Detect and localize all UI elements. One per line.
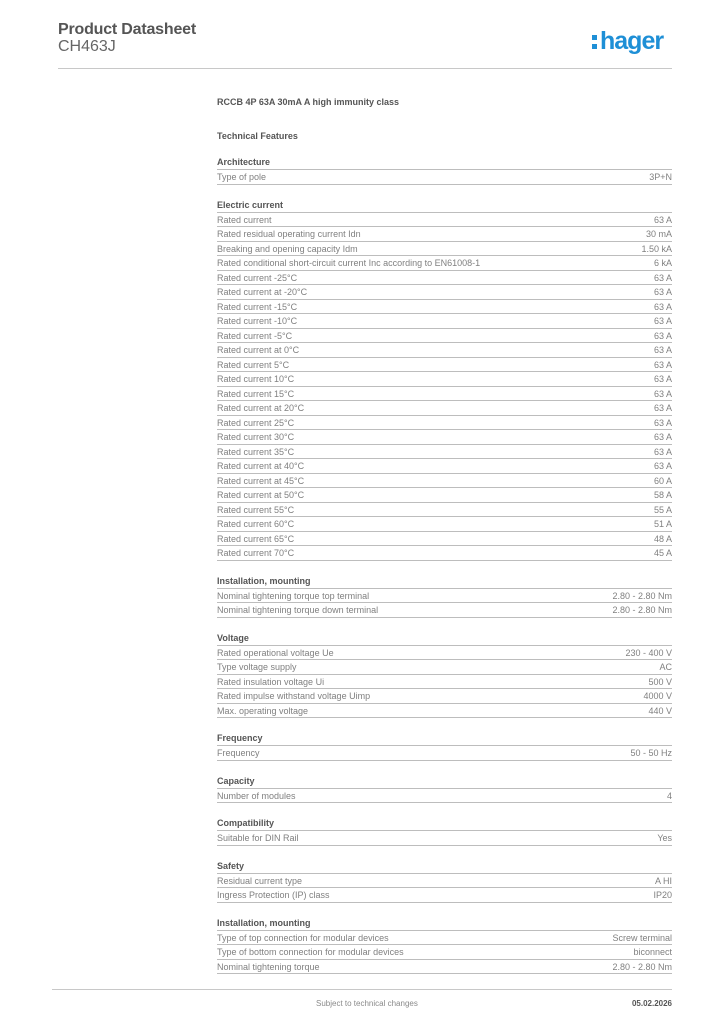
table-row — [217, 271, 672, 286]
feature-label: Rated current at 40°C — [217, 461, 305, 471]
table-row — [217, 689, 672, 704]
feature-value: 63 A — [653, 374, 672, 384]
feature-value: 63 A — [653, 403, 672, 413]
feature-label: Rated current 25°C — [217, 417, 295, 428]
feature-value: AC — [659, 662, 672, 672]
table-row — [217, 660, 672, 675]
feature-label: Rated residual operating current Idn — [217, 229, 361, 239]
feature-value: 63 A — [653, 417, 672, 428]
section-title: Capacity — [217, 775, 672, 789]
feature-label: Rated current -10°C — [217, 316, 298, 326]
product-code: CH463J — [58, 38, 116, 55]
feature-label: Nominal tightening torque top terminal — [217, 590, 370, 601]
feature-label: Suitable for DIN Rail — [217, 833, 299, 843]
technical-features-heading: Technical Features — [217, 131, 298, 141]
feature-label: Rated impulse withstand voltage Uimp — [217, 691, 371, 701]
section-title: Compatibility — [217, 817, 672, 831]
document-title: Product Datasheet — [58, 21, 196, 38]
table-row — [217, 343, 672, 358]
feature-value: 63 A — [653, 214, 672, 225]
table-row — [217, 874, 672, 889]
feature-label: Rated current 70°C — [217, 548, 295, 558]
feature-value: 58 A — [653, 490, 672, 500]
feature-label: Rated current at 50°C — [217, 490, 305, 500]
feature-value: biconnect — [633, 947, 672, 957]
header-divider — [58, 68, 672, 69]
table-row — [217, 256, 672, 271]
feature-label: Residual current type — [217, 875, 303, 886]
table-row — [217, 372, 672, 387]
table-row — [217, 931, 672, 946]
feature-value: 2.80 - 2.80 Nm — [612, 590, 672, 601]
table-row — [217, 300, 672, 315]
feature-label: Type of pole — [217, 172, 267, 182]
feature-value: IP20 — [653, 890, 672, 900]
feature-value: 63 A — [653, 272, 672, 283]
feature-value: 63 A — [653, 316, 672, 326]
section-title: Voltage — [217, 632, 672, 646]
feature-label: Rated current — [217, 214, 272, 225]
feature-value: Yes — [657, 833, 672, 843]
product-name: RCCB 4P 63A 30mA A high immunity class — [217, 97, 400, 107]
feature-label: Type of top connection for modular devices — [217, 932, 389, 943]
feature-value: 4 — [666, 790, 672, 801]
table-row — [217, 675, 672, 690]
feature-label: Frequency — [217, 748, 260, 758]
feature-value: 1.50 kA — [641, 243, 672, 254]
section-title: Electric current — [217, 199, 672, 213]
table-row — [217, 430, 672, 445]
feature-value: 4000 V — [643, 691, 672, 701]
table-row — [217, 603, 672, 618]
feature-label: Rated insulation voltage Ui — [217, 676, 325, 687]
feature-label: Rated current at 20°C — [217, 403, 305, 413]
feature-value: 48 A — [653, 533, 672, 544]
feature-value: A HI — [654, 875, 672, 886]
feature-label: Rated current 10°C — [217, 374, 295, 384]
table-row — [217, 329, 672, 344]
feature-value: 230 - 400 V — [625, 647, 672, 658]
feature-section — [217, 775, 672, 804]
footer-note: Subject to technical changes — [316, 999, 418, 1008]
feature-value: 63 A — [653, 388, 672, 399]
datasheet-content — [217, 96, 672, 974]
feature-value: 45 A — [653, 548, 672, 558]
feature-value: 63 A — [653, 461, 672, 471]
feature-section — [217, 156, 672, 185]
feature-label: Rated current 65°C — [217, 533, 295, 544]
footer-date: 05.02.2026 — [631, 999, 672, 1008]
table-row — [217, 517, 672, 532]
table-row — [217, 488, 672, 503]
footer-divider — [52, 989, 672, 990]
table-row — [217, 358, 672, 373]
feature-label: Rated current 5°C — [217, 359, 290, 370]
feature-value: 51 A — [653, 519, 672, 529]
feature-label: Rated current at 45°C — [217, 475, 305, 486]
table-row — [217, 170, 672, 185]
table-row — [217, 789, 672, 804]
feature-value: 500 V — [648, 676, 672, 687]
feature-label: Rated current 55°C — [217, 504, 295, 515]
table-row — [217, 746, 672, 761]
feature-label: Type of bottom connection for modular devices — [217, 947, 404, 957]
feature-label: Rated current 35°C — [217, 446, 295, 457]
feature-label: Max. operating voltage — [217, 705, 309, 716]
feature-value: 3P+N — [649, 172, 672, 182]
feature-label: Rated current -5°C — [217, 330, 293, 341]
feature-value: 63 A — [653, 446, 672, 457]
feature-section — [217, 199, 672, 561]
table-row — [217, 704, 672, 719]
table-row — [217, 831, 672, 846]
feature-section — [217, 860, 672, 903]
table-row — [217, 227, 672, 242]
section-title: Safety — [217, 860, 672, 874]
table-row — [217, 888, 672, 903]
feature-value: 2.80 - 2.80 Nm — [612, 605, 672, 615]
hager-logo — [592, 26, 663, 56]
feature-value: 2.80 - 2.80 Nm — [612, 961, 672, 972]
table-row — [217, 314, 672, 329]
feature-value: 55 A — [653, 504, 672, 515]
table-row — [217, 213, 672, 228]
feature-label: Rated current -25°C — [217, 272, 298, 283]
table-row — [217, 459, 672, 474]
feature-section — [217, 732, 672, 761]
feature-section — [217, 575, 672, 618]
feature-value: 440 V — [648, 705, 672, 716]
feature-label: Rated current 30°C — [217, 432, 295, 442]
feature-section — [217, 632, 672, 719]
feature-label: Rated current at -20°C — [217, 287, 308, 297]
table-row — [217, 387, 672, 402]
section-title: Installation, mounting — [217, 575, 672, 589]
table-row — [217, 503, 672, 518]
table-row — [217, 416, 672, 431]
feature-section — [217, 917, 672, 975]
table-row — [217, 546, 672, 561]
feature-value: 60 A — [653, 475, 672, 486]
feature-value: 6 kA — [653, 258, 672, 268]
table-row — [217, 445, 672, 460]
feature-value: 63 A — [653, 287, 672, 297]
table-row — [217, 474, 672, 489]
feature-value: 63 A — [653, 359, 672, 370]
feature-label: Ingress Protection (IP) class — [217, 890, 330, 900]
table-row — [217, 242, 672, 257]
section-title: Frequency — [217, 732, 672, 746]
feature-label: Rated operational voltage Ue — [217, 647, 334, 658]
feature-label: Rated current at 0°C — [217, 345, 300, 355]
section-title: Installation, mounting — [217, 917, 672, 931]
logo-text: hager — [600, 27, 664, 55]
table-row — [217, 960, 672, 975]
table-row — [217, 401, 672, 416]
feature-section — [217, 817, 672, 846]
feature-label: Rated conditional short-circuit current Inc according to EN61008-1 — [217, 258, 481, 268]
feature-label: Rated current 60°C — [217, 519, 295, 529]
feature-value: 63 A — [653, 330, 672, 341]
feature-label: Nominal tightening torque down terminal — [217, 605, 379, 615]
table-row — [217, 285, 672, 300]
table-row — [217, 945, 672, 960]
feature-label: Rated current -15°C — [217, 301, 298, 312]
feature-label: Breaking and opening capacity Idm — [217, 243, 358, 254]
feature-sections — [217, 156, 672, 974]
table-row — [217, 589, 672, 604]
table-row — [217, 532, 672, 547]
feature-value: 63 A — [653, 345, 672, 355]
feature-label: Type voltage supply — [217, 662, 297, 672]
colon-dots-icon — [592, 32, 598, 50]
feature-value: 63 A — [653, 301, 672, 312]
feature-label: Number of modules — [217, 790, 296, 801]
table-row — [217, 646, 672, 661]
feature-label: Nominal tightening torque — [217, 961, 320, 972]
feature-value: 50 - 50 Hz — [630, 748, 672, 758]
feature-value: Screw terminal — [612, 932, 672, 943]
feature-label: Rated current 15°C — [217, 388, 295, 399]
feature-value: 63 A — [653, 432, 672, 442]
feature-value: 30 mA — [645, 229, 672, 239]
section-title: Architecture — [217, 156, 672, 170]
